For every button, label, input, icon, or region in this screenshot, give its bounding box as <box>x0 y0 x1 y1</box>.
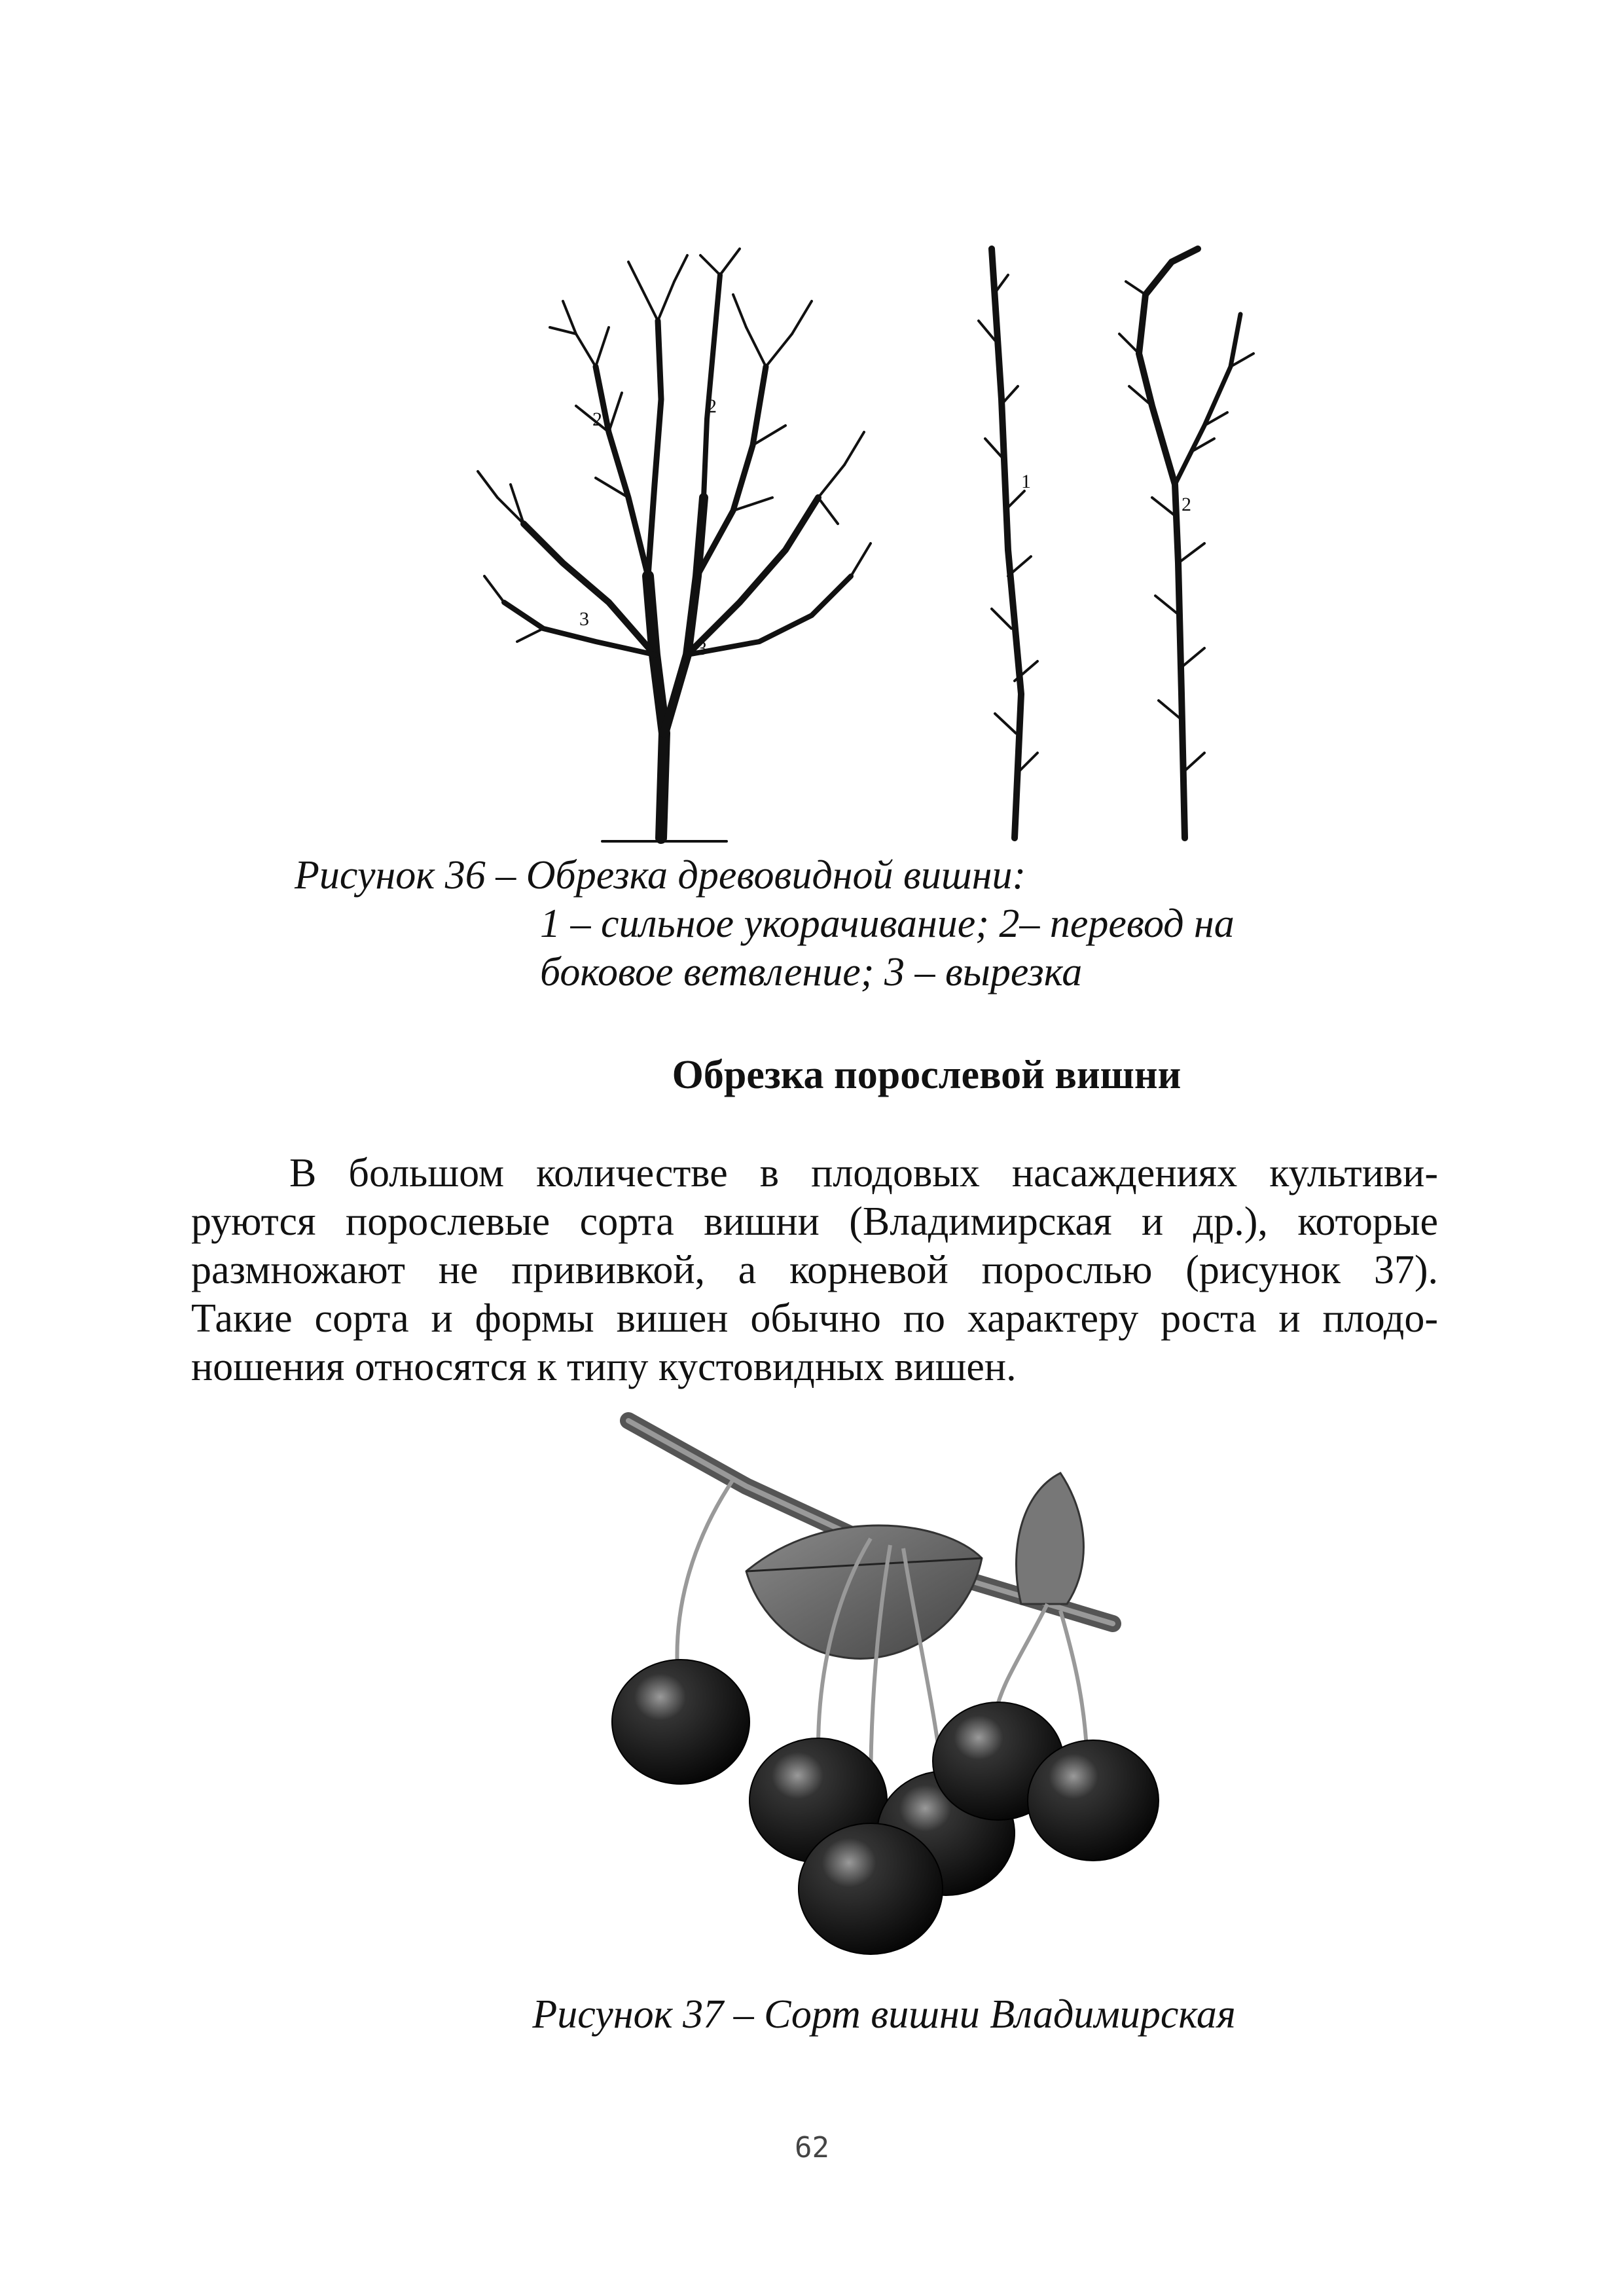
branch-2-label: 2 <box>1182 494 1191 515</box>
leaf-large <box>746 1525 982 1658</box>
section-heading: Обрезка порослевой вишни <box>672 1053 1182 1097</box>
figure-37-cherry-illustration <box>550 1408 1218 1984</box>
figure-37-caption: Рисунок 37 – Сорт вишни Владимирская <box>532 1992 1236 2037</box>
paragraph-line: Такие сорта и формы вишен обычно по характеру роста и плодо- <box>191 1296 1438 1341</box>
tree-trunk <box>648 576 664 838</box>
tree-label-2a: 2 <box>592 409 602 430</box>
figure-36-caption-line1: Рисунок 36 – Обрезка древовидной вишни: <box>295 853 1026 898</box>
figure-36-caption-line2: 1 – сильное укорачивание; 2– перевод на <box>540 902 1235 946</box>
tree-label-3a: 3 <box>579 608 589 630</box>
body-paragraph <box>191 1149 1438 1391</box>
cherry <box>1028 1740 1159 1861</box>
leaf-small <box>1017 1473 1084 1604</box>
tree-label-2b: 2 <box>707 395 717 417</box>
page-number: 62 <box>795 2131 829 2164</box>
cherry <box>799 1823 943 1954</box>
paragraph-line: ношения относятся к типу кустовидных вишен. <box>191 1345 1017 1389</box>
figure-36-illustration <box>445 236 1283 851</box>
cherry <box>612 1660 749 1784</box>
branch-1-label: 1 <box>1021 471 1031 492</box>
branch-2 <box>1139 249 1198 838</box>
paragraph-line: размножают не прививкой, а корневой порослью (рисунок 37). <box>191 1248 1438 1292</box>
paragraph-line: В большом количестве в плодовых насаждениях культиви- <box>289 1151 1438 1195</box>
paragraph-line: руются порослевые сорта вишни (Владимирская и др.), которые <box>191 1199 1438 1244</box>
tree-label-3b: 3 <box>697 638 707 659</box>
figure-36-caption <box>295 851 1407 996</box>
branch-1 <box>992 249 1021 838</box>
figure-36-caption-line3: боковое ветвление; 3 – вырезка <box>540 950 1083 994</box>
